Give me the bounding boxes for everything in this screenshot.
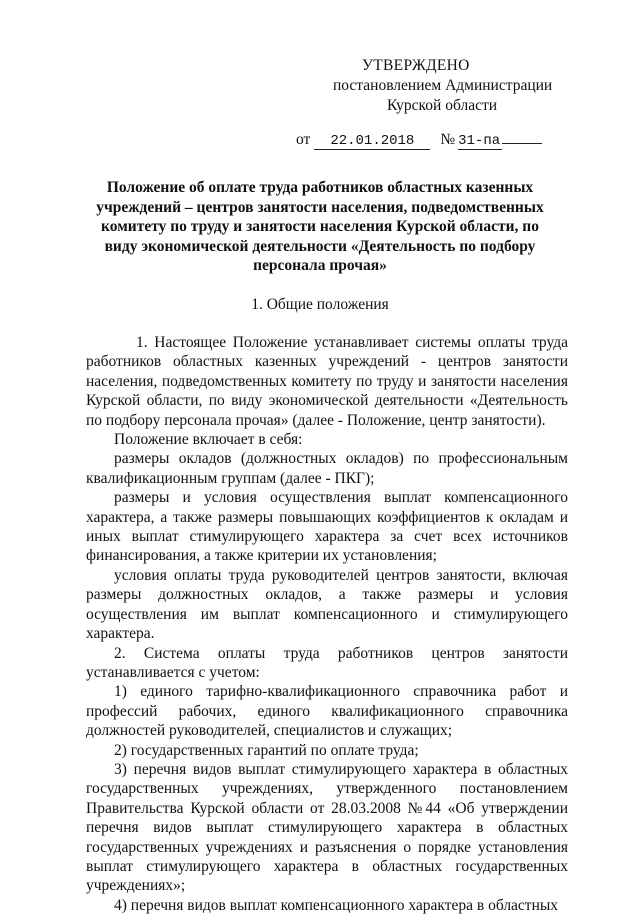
- decree-line: [296, 131, 542, 150]
- paragraph: 4) перечня видов выплат компенсационного характера в областных: [114, 896, 559, 914]
- paragraph: Положение включает в себя:: [114, 431, 303, 449]
- section-heading: 1. Общие положения: [251, 296, 389, 313]
- paragraph: 2) государственных гарантий по оплате труда;: [114, 741, 419, 759]
- approval-stamp: УТВЕРЖДЕНО: [362, 57, 470, 74]
- paragraph: 1. Настоящее Положение устанавливает системы оплаты труда работников областных казенных учреждений - центров занятости населения, подведомственных комитету по труду и занятости населения Курской области, по виду экономической деятельности «Деятельность по подбору персонала прочая» (далее - Положение, центр занятости).: [86, 334, 568, 429]
- paragraph: размеры окладов (должностных окладов) по профессиональным квалификационным группам (далее - ПКГ);: [86, 450, 568, 487]
- decree-number-underline: [502, 143, 542, 144]
- paragraph: условия оплаты труда руководителей центров занятости, включая размеры должностных окладов, а также размеры и условия осуществления им выплат компенсационного и стимулирующего характера.: [86, 566, 568, 643]
- paragraph: 1) единого тарифно-квалификационного справочника работ и профессий рабочих, единого квалификационного справочника должностей руководителей, специалистов и служащих;: [86, 683, 568, 740]
- paragraph: размеры и условия осуществления выплат компенсационного характера, а также размеры повышающих коэффициентов к окладам и иных выплат стимулирующего характера за счет всех источников финансирования, а также критерии их установления;: [86, 489, 568, 565]
- document-body: [86, 333, 568, 915]
- decree-number-sign: №: [440, 131, 456, 148]
- decree-number: 31-па: [458, 133, 501, 149]
- decree-date: 22.01.2018: [314, 133, 430, 150]
- paragraph: 2. Система оплаты труда работников центров занятости устанавливается с учетом:: [86, 644, 568, 681]
- paragraph: 3) перечня видов выплат стимулирующего характера в областных государственных учреждениях, утвержденного постановлением Правительства Курской области от 28.03.2008 №44 «Об утверждении перечня видов выплат стимулирующего характера в областных государственных учреждениях и разъяснения о порядке установления выплат стимулирующего характера в областных государственных учреждениях»;: [86, 760, 568, 895]
- approval-authority: постановлением Администрации: [333, 77, 553, 94]
- decree-from-label: от: [296, 131, 311, 148]
- document-title: Положение об оплате труда работников областных казенных учреждений – центров занятости населения, подведомственных комитету по труду и занятости населения Курской области, по виду экономической деятельности «Деятельность по подбору персонала прочая»: [96, 179, 544, 274]
- approval-region: Курской области: [387, 97, 498, 114]
